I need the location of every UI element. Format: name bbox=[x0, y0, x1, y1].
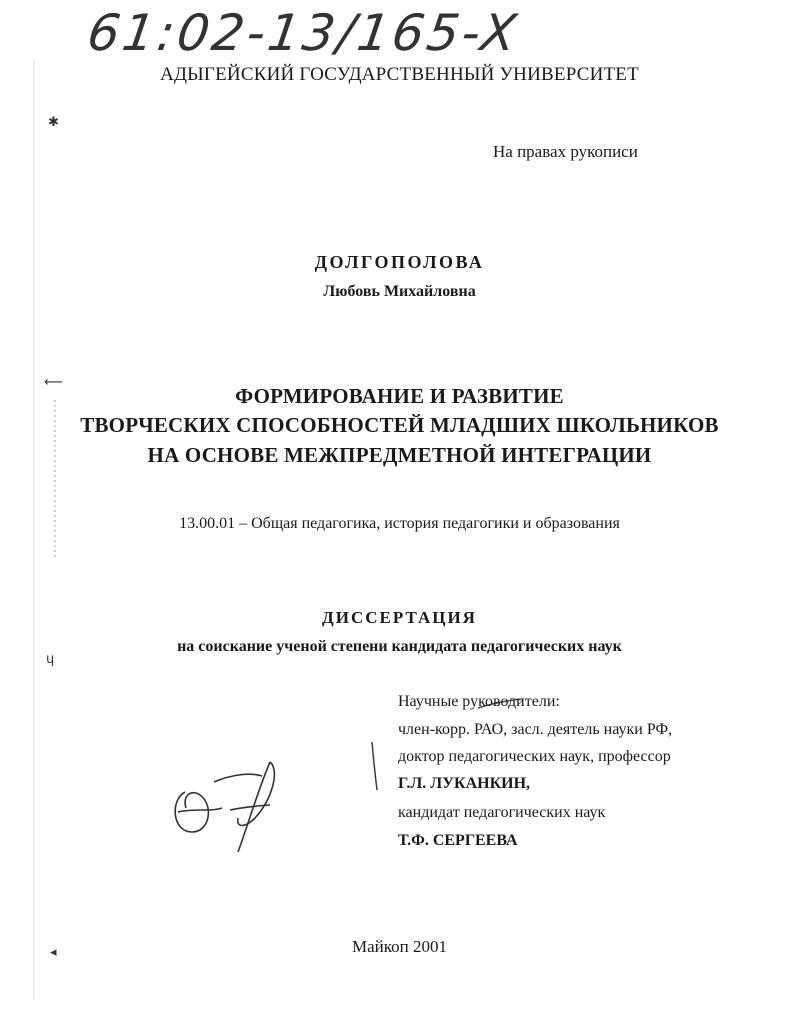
supervisor-2-title: кандидат педагогических наук bbox=[398, 804, 606, 821]
degree-line: на соискание ученой степени кандидата педагогических наук bbox=[177, 638, 622, 655]
document-type: ДИССЕРТАЦИЯ bbox=[322, 608, 477, 627]
rights-notice: На правах рукописи bbox=[493, 142, 638, 161]
dissertation-title-line-3: НА ОСНОВЕ МЕЖПРЕДМЕТНОЙ ИНТЕГРАЦИИ bbox=[147, 443, 652, 467]
scan-mark-icon: ✱ bbox=[48, 115, 59, 130]
supervisor-1-title-line-2: доктор педагогических наук, профессор bbox=[398, 748, 671, 765]
dissertation-title-line-1: ФОРМИРОВАНИЕ И РАЗВИТИЕ bbox=[235, 384, 564, 408]
supervisor-2-name: Т.Ф. СЕРГЕЕВА bbox=[398, 832, 518, 849]
supervisor-1-title-line-1: член-корр. РАО, засл. деятель науки РФ, bbox=[398, 721, 673, 738]
scan-mark-icon: ⟵ bbox=[44, 375, 63, 390]
university-name: АДЫГЕЙСКИЙ ГОСУДАРСТВЕННЫЙ УНИВЕРСИТЕТ bbox=[160, 64, 639, 85]
pen-stroke bbox=[372, 742, 377, 790]
archive-number-handwritten: 61:02-13/165-X bbox=[83, 4, 523, 62]
check-stroke bbox=[478, 699, 523, 708]
author-given-names: Любовь Михайловна bbox=[323, 283, 476, 300]
supervisor-1-name: Г.Л. ЛУКАНКИН, bbox=[398, 775, 531, 792]
specialty-code: 13.00.01 – Общая педагогика, история педагогики и образования bbox=[179, 515, 620, 532]
author-surname: ДОЛГОПОЛОВА bbox=[314, 252, 485, 272]
city-year: Майкоп 2001 bbox=[351, 937, 447, 956]
supervisors-heading: Научные руководители: bbox=[398, 693, 560, 710]
scan-mark-icon: ◂ bbox=[50, 945, 57, 960]
signature-icon bbox=[175, 762, 274, 852]
dissertation-title-line-2: ТВОРЧЕСКИХ СПОСОБНОСТЕЙ МЛАДШИХ ШКОЛЬНИКОВ bbox=[80, 413, 719, 437]
scan-mark-icon: ɥ bbox=[46, 652, 55, 667]
